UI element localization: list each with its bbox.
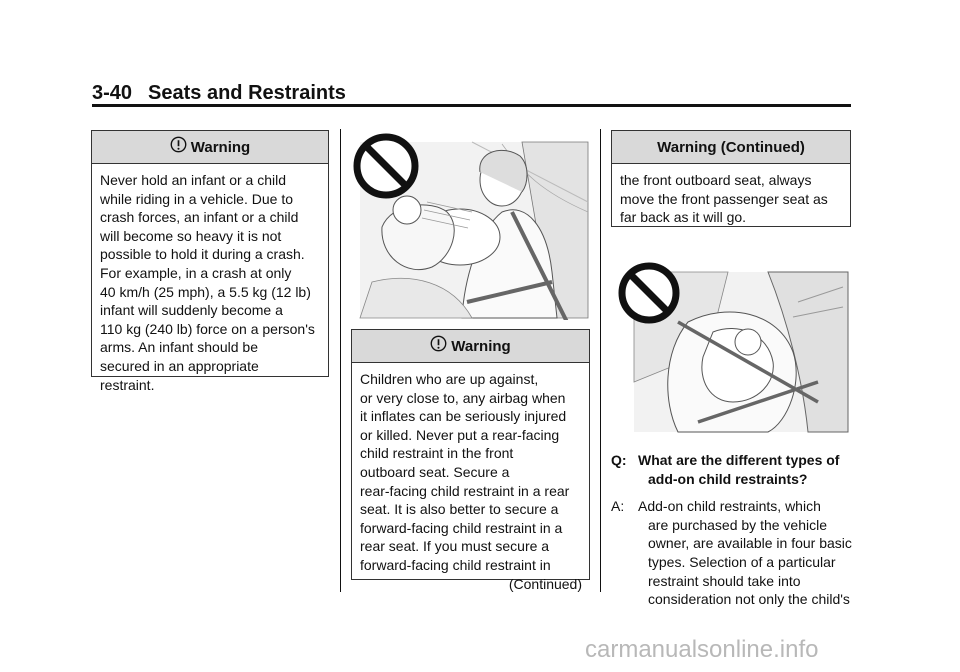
text-line: secured in an appropriate [100, 357, 259, 374]
text-line: What are the different types of [638, 452, 840, 468]
text-line: move the front passenger seat as [620, 190, 828, 207]
text-line: far back as it will go. [620, 209, 747, 226]
qa-section [611, 451, 856, 609]
text-line: For example, in a crash at only [100, 264, 292, 281]
text-line: crash forces, an infant or a child [100, 209, 299, 226]
text-line: add-on child restraints? [648, 470, 808, 487]
text-line: rear seat. If you must secure a [360, 538, 550, 555]
answer-text [630, 497, 852, 609]
answer-label: A: [611, 498, 625, 515]
question [611, 451, 856, 488]
section-title: Seats and Restraints [148, 82, 346, 104]
text-line: Children who are up against, [360, 371, 539, 387]
question-label: Q: [611, 452, 627, 468]
text-line: 110 kg (240 lb) force on a person's [100, 320, 315, 337]
text-line: rear-facing child restraint in a rear [360, 482, 570, 499]
page-number: 3-40 [92, 82, 133, 104]
text-line: restraint should take into [648, 572, 801, 589]
warning-box-left [91, 130, 329, 393]
warning-header [352, 330, 589, 363]
warning-title: Warning [451, 337, 511, 355]
text-line: while riding in a vehicle. Due to [100, 190, 293, 207]
text-line: Never hold an infant or a child [100, 172, 286, 188]
illustration-holding-infant [352, 132, 590, 320]
text-line: will become so heavy it is not [100, 227, 282, 244]
text-line: or killed. Never put a rear-facing [360, 426, 560, 443]
text-line: restraint. [100, 376, 155, 393]
text-line: seat. It is also better to secure a [360, 501, 559, 518]
prohibited-icon [622, 266, 676, 320]
text-line: it inflates can be seriously injured [360, 408, 567, 425]
text-line: 40 km/h (25 mph), a 5.5 kg (12 lb) [100, 283, 311, 300]
warning-icon [170, 136, 187, 153]
prohibited-icon [357, 137, 415, 195]
warning-header [92, 131, 328, 164]
text-line: possible to hold it during a crash. [100, 246, 305, 263]
text-line: forward-facing child restraint in [360, 556, 551, 573]
text-line: outboard seat. Secure a [360, 463, 510, 480]
text-line: owner, are available in four basic [648, 535, 852, 552]
warning-title: Warning [190, 138, 251, 156]
text-line: infant will suddenly become a [100, 302, 283, 319]
warning-icon [430, 335, 447, 352]
text-line: or very close to, any airbag when [360, 389, 566, 406]
warning-text [92, 164, 328, 400]
warning-box-middle [351, 329, 590, 592]
text-line: Add-on child restraints, which [638, 498, 821, 515]
text-line: forward-facing child restraint in a [360, 519, 563, 536]
warning-box-right [611, 130, 851, 227]
answer [611, 497, 856, 609]
text-line: the front outboard seat, always [620, 172, 812, 188]
text-line: types. Selection of a particular [648, 553, 836, 570]
text-line: consideration not only the child's [648, 591, 850, 608]
page-header [92, 82, 346, 105]
question-text [630, 451, 839, 488]
warning-text [612, 164, 850, 233]
text-line: child restraint in the front [360, 445, 514, 462]
warning-text [352, 363, 589, 599]
warning-title: Warning (Continued) [657, 138, 805, 156]
column-divider-left [340, 129, 341, 592]
text-line: arms. An infant should be [100, 339, 258, 356]
watermark: carmanualsonline.info [585, 636, 819, 663]
warning-header [612, 131, 850, 164]
text-line: are purchased by the vehicle [648, 516, 827, 533]
column-divider-right [600, 129, 601, 592]
continued-label: (Continued) [508, 575, 582, 592]
header-rule [92, 104, 851, 107]
illustration-rear-facing-front-seat [618, 262, 850, 434]
